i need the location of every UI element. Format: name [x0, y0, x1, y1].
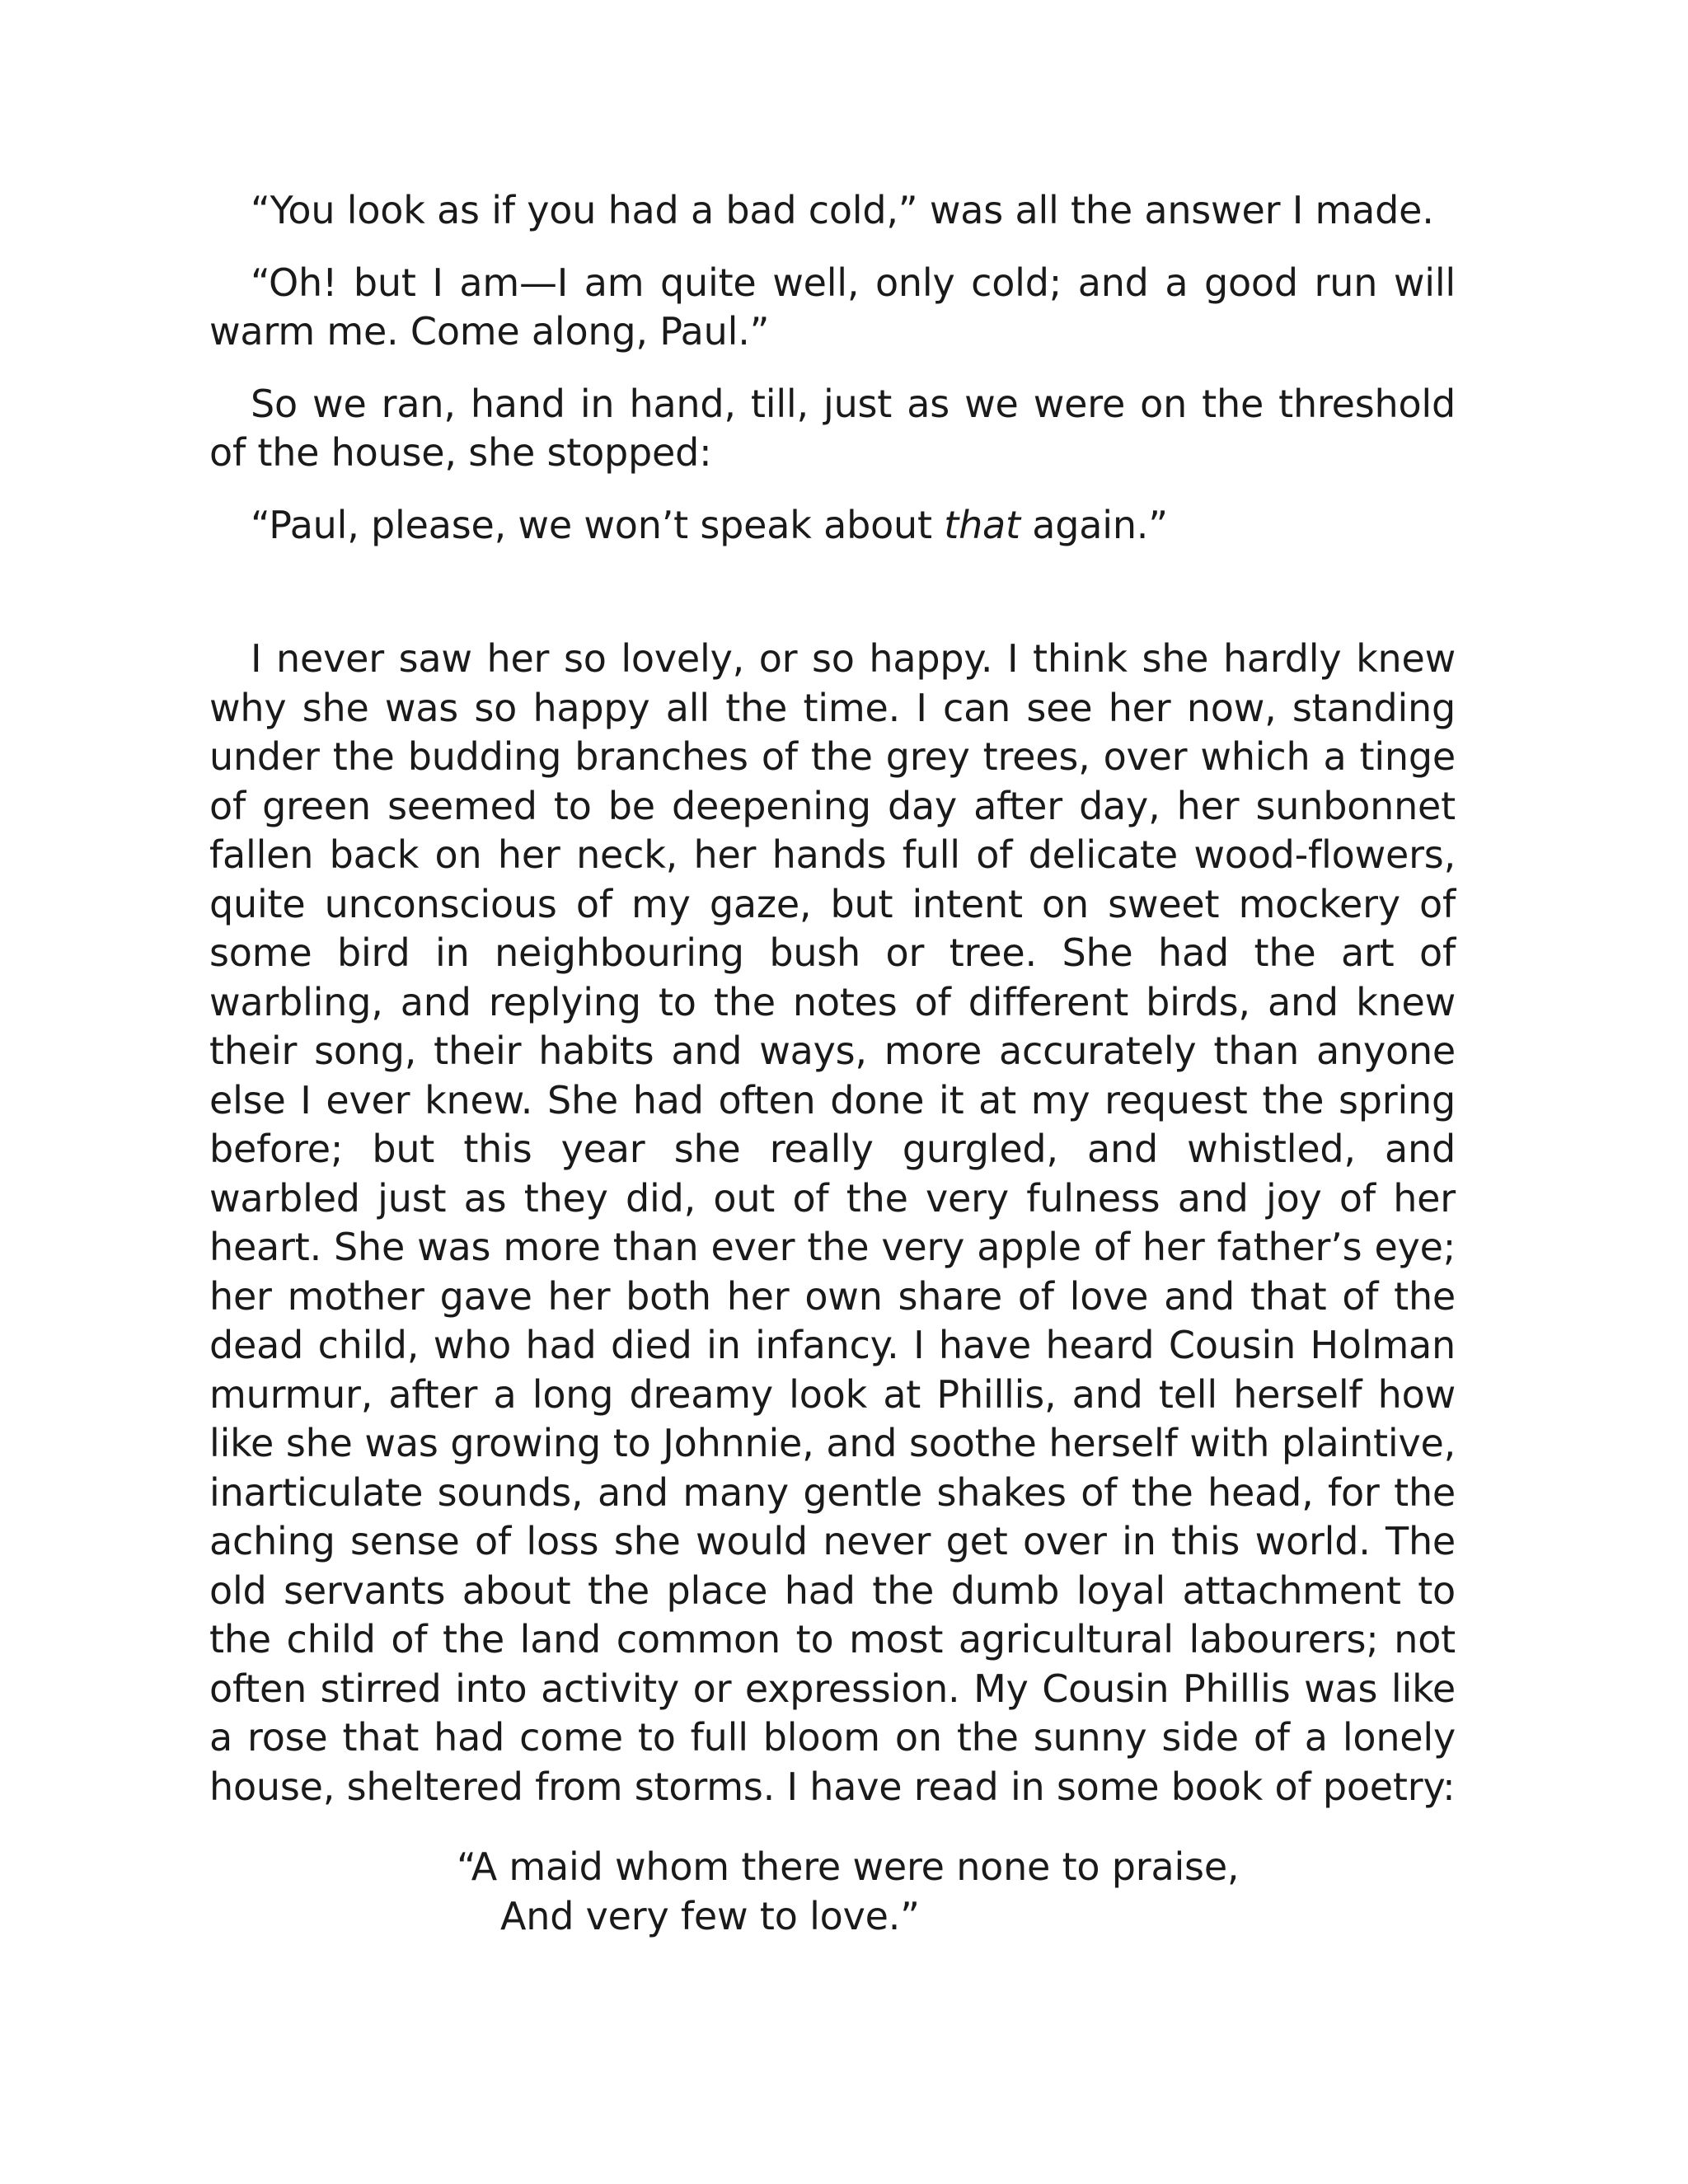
paragraph-3: So we ran, hand in hand, till, just as we were on the threshold of the house, she stopped: [209, 381, 1456, 475]
paragraph-4-tail: again.” [1020, 502, 1168, 547]
emphasized-word: that [944, 502, 1020, 547]
paragraph-4 [209, 501, 1456, 551]
paragraph-2: “Oh! but I am—I am quite well, only cold; and a good run will warm me. Come along, Paul.” [209, 260, 1456, 354]
verse-quote [457, 1843, 1456, 1941]
verse-line-2: And very few to love.” [500, 1893, 920, 1938]
paragraph-4-lead: “Paul, please, we won’t speak about [251, 502, 945, 547]
verse-line-1: “A maid whom there were none to praise, [457, 1844, 1240, 1889]
paragraph-5: I never saw her so lovely, or so happy. I think she hardly knew why she was so happy all the time. I can see her now, standing under the budding branches of the grey trees, over which a tinge of green seemed to be deepening day after day, her sunbonnet fallen back on her neck, her hands full of delicate wood-flowers, quite unconscious of my gaze, but intent on sweet mockery of some bird in neighbouring bush or tree. She had the art of warbling, and replying to the notes of different birds, and knew their song, their habits and ways, more accurately than anyone else I ever knew. She had often done it at my request the spring before; but this year she really gurgled, and whistled, and warbled just as they did, out of the very fulness and joy of her heart. She was more than ever the very apple of her father’s eye; her mother gave her both her own share of love and that of the dead child, who had died in infancy. I have heard Cousin Holman murmur, after a long dreamy look at Phillis, and tell herself how like she was growing to Johnnie, and soothe herself with plaintive, inarticulate sounds, and many gentle shakes of the head, for the aching sense of loss she would never get over in this world. The old servants about the place had the dumb loyal attachment to the child of the land common to most agricultural labourers; not often stirred into activity or expression. My Cousin Phillis was like a rose that had come to full bloom on the sunny side of a lonely house, sheltered from storms. I have read in some book of poetry: [209, 636, 1456, 1809]
page-body [209, 186, 1456, 1941]
paragraph-1: “You look as if you had a bad cold,” was all the answer I made. [251, 188, 1434, 232]
